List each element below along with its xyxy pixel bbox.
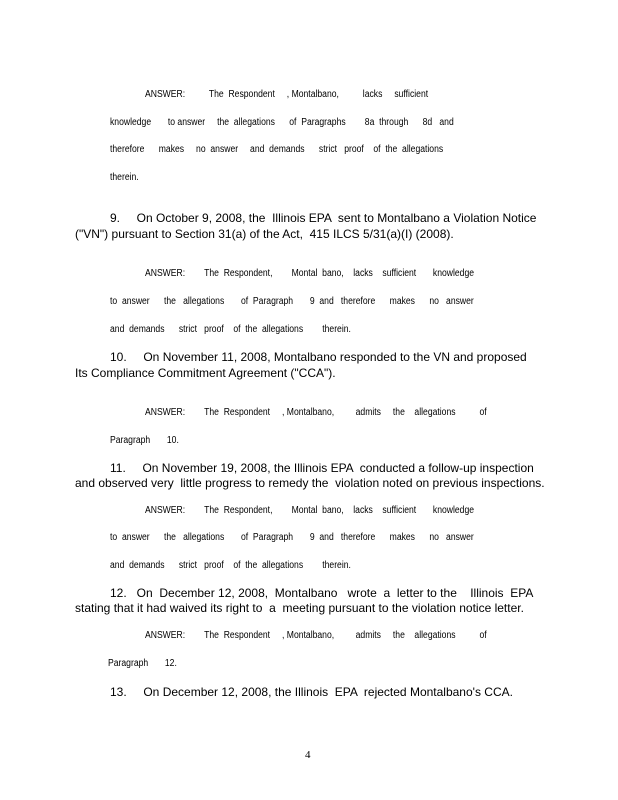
answer-text-line: to answer the allegations of Paragraph 9 and therefore makes no answer — [110, 296, 474, 307]
answer-text-line: and demands strict proof of the allegations therein. — [110, 560, 351, 571]
answer-label-line: ANSWER: The Respondent, Montal bano, lacks sufficient knowledge — [145, 268, 475, 279]
paragraph-10-line: 10. On November 11, 2008, Montalbano responded to the VN and proposed — [110, 350, 527, 364]
paragraph-11-line: 11. On November 19, 2008, the Illinois EPA conducted a follow-up inspection — [110, 461, 534, 475]
answer-text-line: knowledge to answer the allegations of Paragraphs 8a through 8d and — [110, 117, 454, 128]
paragraph-13-line: 13. On December 12, 2008, the Illinois EPA rejected Montalbano's CCA. — [110, 685, 513, 699]
paragraph-9-line: 9. On October 9, 2008, the Illinois EPA sent to Montalbano a Violation Notice — [110, 211, 537, 225]
answer-text-line: to answer the allegations of Paragraph 9 and therefore makes no answer — [110, 532, 474, 543]
answer-label-line: ANSWER: The Respondent , Montalbano, admits the allegations of — [145, 407, 487, 418]
answer-text-line: therein. — [110, 172, 139, 183]
answer-text-line: and demands strict proof of the allegations therein. — [110, 324, 351, 335]
answer-text-line: Paragraph 12. — [108, 658, 177, 669]
answer-text-line: Paragraph 10. — [110, 435, 179, 446]
paragraph-11-line: and observed very little progress to remedy the violation noted on previous inspections. — [75, 476, 545, 490]
paragraph-10-line: Its Compliance Commitment Agreement ("CCA"). — [75, 366, 336, 380]
answer-text-line: therefore makes no answer and demands strict proof of the allegations — [110, 144, 444, 155]
answer-label-line: ANSWER: The Respondent , Montalbano, lacks sufficient — [145, 89, 429, 100]
answer-label-line: ANSWER: The Respondent , Montalbano, admits the allegations of — [145, 630, 487, 641]
page-number: 4 — [305, 749, 311, 761]
paragraph-12-line: stating that it had waived its right to a meeting pursuant to the violation notice letter. — [75, 601, 524, 615]
paragraph-12-line: 12. On December 12, 2008, Montalbano wrote a letter to the Illinois EPA — [110, 586, 534, 600]
paragraph-9-line: ("VN") pursuant to Section 31(a) of the Act, 415 ILCS 5/31(a)(I) (2008). — [75, 227, 454, 241]
answer-label-line: ANSWER: The Respondent, Montal bano, lacks sufficient knowledge — [145, 505, 475, 516]
